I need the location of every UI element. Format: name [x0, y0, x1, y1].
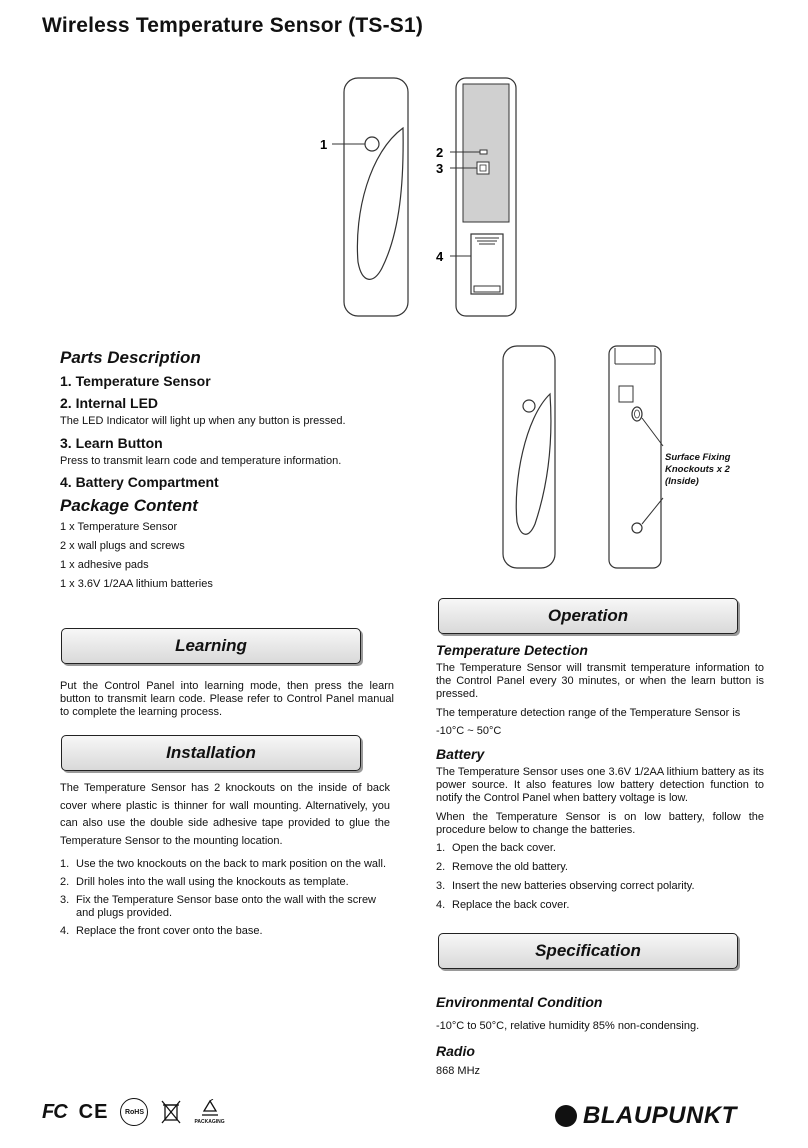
list-item: 1. Open the back cover. [436, 842, 556, 854]
battery-text: The Temperature Sensor uses one 3.6V 1/2AA lithium battery as its power source. It also features low battery detection function to notify the Control Panel when battery voltage is low. [436, 766, 764, 804]
operation-banner: Operation [438, 598, 738, 634]
front-cover-outline [344, 78, 408, 316]
learn-button [477, 162, 489, 174]
installation-text: The Temperature Sensor has 2 knockouts on the inside of back cover where plastic is thinner for wall mounting. Alternatively, you can also use the double side adhesive tape provided to glue the Temperature Sensor to the mounting location. [60, 782, 390, 847]
specification-section [436, 994, 764, 1078]
part-2-desc: The LED Indicator will light up when any button is pressed. [60, 415, 346, 427]
installation-section [60, 780, 390, 938]
callout-1: 1 [320, 137, 328, 152]
product-diagram-top [310, 72, 530, 324]
internal-led [480, 150, 487, 154]
package-heading: Package Content [60, 496, 198, 515]
operation-section [436, 642, 764, 912]
range-value: -10°C ~ 50°C [436, 725, 502, 737]
battery-compartment [471, 234, 503, 294]
learning-text: Put the Control Panel into learning mode, then press the learn button to transmit learn code. Please refer to Control Panel manual to complete the learning process. [60, 680, 394, 718]
detection-heading: Temperature Detection [436, 642, 588, 658]
env-text: -10°C to 50°C, relative humidity 85% non-condensing. [436, 1020, 700, 1032]
range-text: The temperature detection range of the Temperature Sensor is [436, 707, 741, 719]
package-item: 1 x Temperature Sensor [60, 521, 178, 533]
part-2-title: 2. Internal LED [60, 395, 159, 411]
callout-4: 4 [436, 249, 444, 264]
knockouts-callout: Surface Fixing Knockouts x 2 (Inside) [665, 452, 731, 487]
part-3-title: 3. Learn Button [60, 435, 163, 451]
installation-banner: Installation [61, 735, 361, 771]
package-item: 2 x wall plugs and screws [60, 540, 185, 552]
part-1-title: 1. Temperature Sensor [60, 373, 211, 389]
radio-text: 868 MHz [436, 1065, 481, 1077]
package-item: 1 x 3.6V 1/2AA lithium batteries [60, 578, 213, 590]
recycle-packaging-icon: PACKAGING [194, 1099, 224, 1125]
weee-bin-icon [160, 1099, 182, 1125]
installation-steps [60, 858, 390, 938]
sensor-window [365, 137, 379, 151]
list-item: 1. Use the two knockouts on the back to mark position on the wall. [60, 858, 386, 870]
rohs-logo: RoHS [120, 1098, 148, 1126]
list-item: 2. Remove the old battery. [436, 861, 568, 873]
callout-2: 2 [436, 145, 444, 160]
part-3-desc: Press to transmit learn code and temperature information. [60, 455, 342, 467]
part-4-title: 4. Battery Compartment [60, 474, 219, 490]
page-title: Wireless Temperature Sensor (TS-S1) [42, 14, 424, 37]
ce-logo: CE [78, 1100, 109, 1123]
fcc-logo: FC [42, 1100, 67, 1123]
certification-marks [42, 1098, 225, 1126]
battery-steps [436, 842, 764, 912]
battery-heading: Battery [436, 746, 485, 762]
list-item: 2. Drill holes into the wall using the knockouts as template. [60, 876, 349, 888]
list-item: 3. Fix the Temperature Sensor base onto the wall with the screw and plugs provided. [60, 894, 377, 919]
battery-text-2: When the Temperature Sensor is on low battery, follow the procedure below to change the batteries. [436, 811, 764, 836]
radio-heading: Radio [436, 1043, 475, 1059]
product-diagram-right [495, 342, 665, 572]
callout-3: 3 [436, 161, 444, 176]
brand-dot-icon [555, 1105, 577, 1127]
package-item: 1 x adhesive pads [60, 559, 149, 571]
parts-section [60, 348, 400, 591]
list-item: 4. Replace the front cover onto the base. [60, 925, 263, 937]
detection-text: The Temperature Sensor will transmit temperature information to the Control Panel every 30 minutes, or when the learn button is pressed. [436, 662, 764, 700]
specification-banner: Specification [438, 933, 738, 969]
brand-logo: BLAUPUNKT [555, 1102, 737, 1130]
list-item: 4. Replace the back cover. [436, 899, 570, 911]
list-item: 3. Insert the new batteries observing correct polarity. [436, 880, 695, 892]
learning-banner: Learning [61, 628, 361, 664]
env-heading: Environmental Condition [436, 994, 603, 1010]
parts-heading: Parts Description [60, 348, 201, 367]
